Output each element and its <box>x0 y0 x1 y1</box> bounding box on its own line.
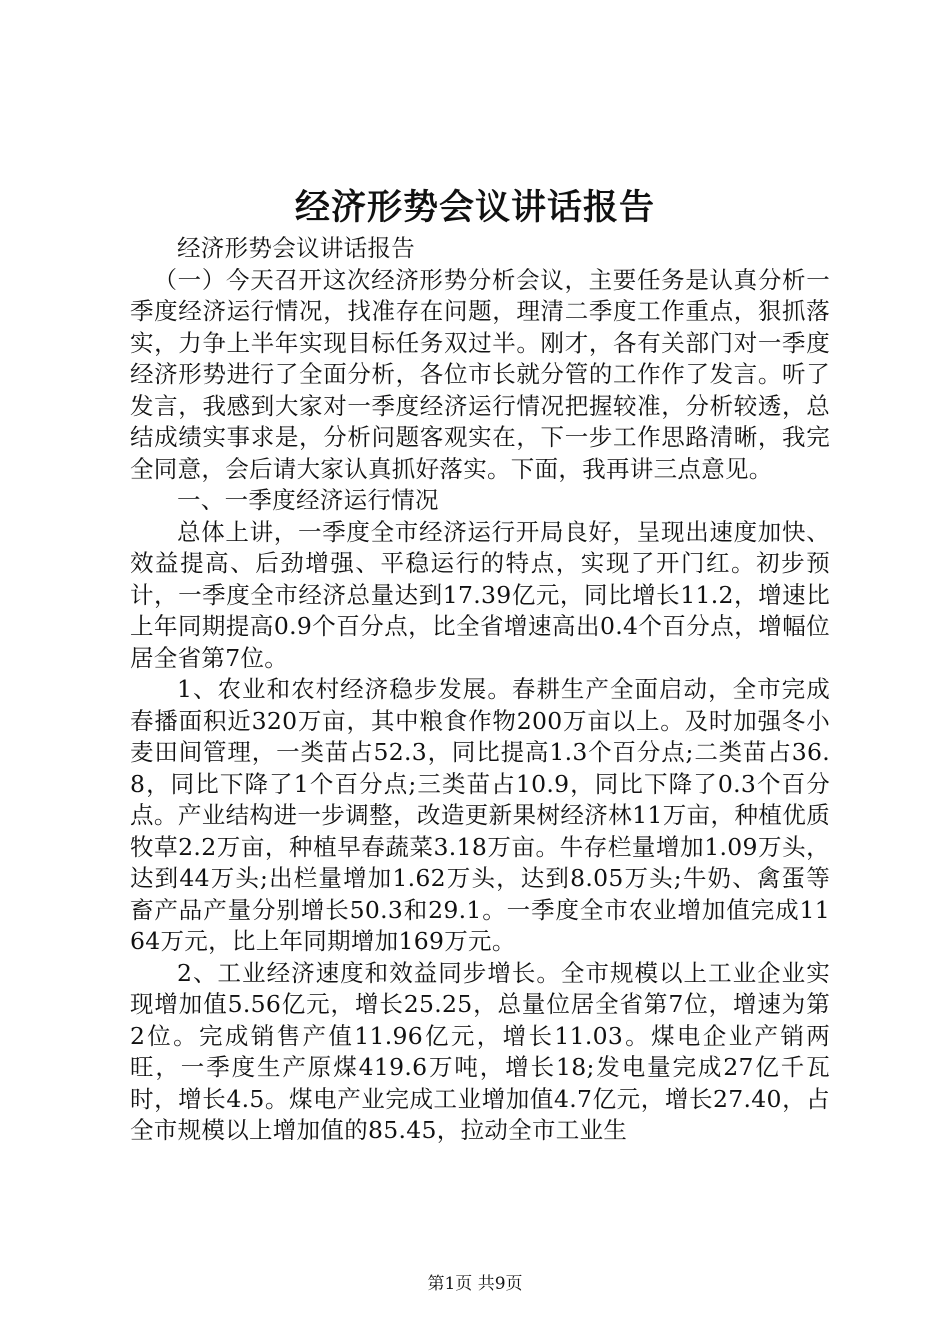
body-paragraph-agriculture: 1、农业和农村经济稳步发展。春耕生产全面启动，全市完成春播面积近320万亩，其中粮食作物200万亩以上。及时加强冬小麦田间管理，一类苗占52.3，同比提高1.3个百分点;二类苗占36.8，同比下降了1个百分点;三类苗占10.9，同比下降了0.3个百分点。产业结构进一步调整，改造更新果树经济林11万亩，种植优质牧草2.2万亩，种植早春蔬菜3.18万亩。牛存栏量增加1.09万头，达到44万头;出栏量增加1.62万头，达到8.05万头;牛奶、禽蛋等畜产品产量分别增长50.3和29.1。一季度全市农业增加值完成1164万元，比上年同期增加169万元。 <box>130 675 830 955</box>
body-paragraph-intro: （一）今天召开这次经济形势分析会议，主要任务是认真分析一季度经济运行情况，找准存在问题，理清二季度工作重点，狠抓落实，力争上半年实现目标任务双过半。刚才，各有关部门对一季度经济形势进行了全面分析，各位市长就分管的工作作了发言。听了发言，我感到大家对一季度经济运行情况把握较准，分析较透，总结成绩实事求是，分析问题客观实在，下一步工作思路清晰，我完全同意，会后请大家认真抓好落实。下面，我再讲三点意见。 <box>130 265 830 483</box>
document-body <box>130 233 830 1147</box>
body-paragraph-industry: 2、工业经济速度和效益同步增长。全市规模以上工业企业实现增加值5.56亿元，增长25.25，总量位居全省第7位，增速为第2位。完成销售产值11.96亿元，增长11.03。煤电企业产销两旺，一季度生产原煤419.6万吨，增长18;发电量完成27亿千瓦时，增长4.5。煤电产业完成工业增加值4.7亿元，增长27.40，占全市规模以上增加值的85.45，拉动全市工业生 <box>130 958 830 1144</box>
page-number-footer: 第1页 共9页 <box>427 1274 523 1294</box>
body-paragraph-overview: 总体上讲，一季度全市经济运行开局良好，呈现出速度加快、效益提高、后劲增强、平稳运行的特点，实现了开门红。初步预计，一季度全市经济总量达到17.39亿元，同比增长11.2，增速比上年同期提高0.9个百分点，比全省增速高出0.4个百分点，增幅位居全省第7位。 <box>130 517 830 672</box>
section-heading: 一、一季度经济运行情况 <box>177 486 439 514</box>
body-paragraph-subtitle: 经济形势会议讲话报告 <box>177 234 415 262</box>
document-title: 经济形势会议讲话报告 <box>294 187 655 228</box>
